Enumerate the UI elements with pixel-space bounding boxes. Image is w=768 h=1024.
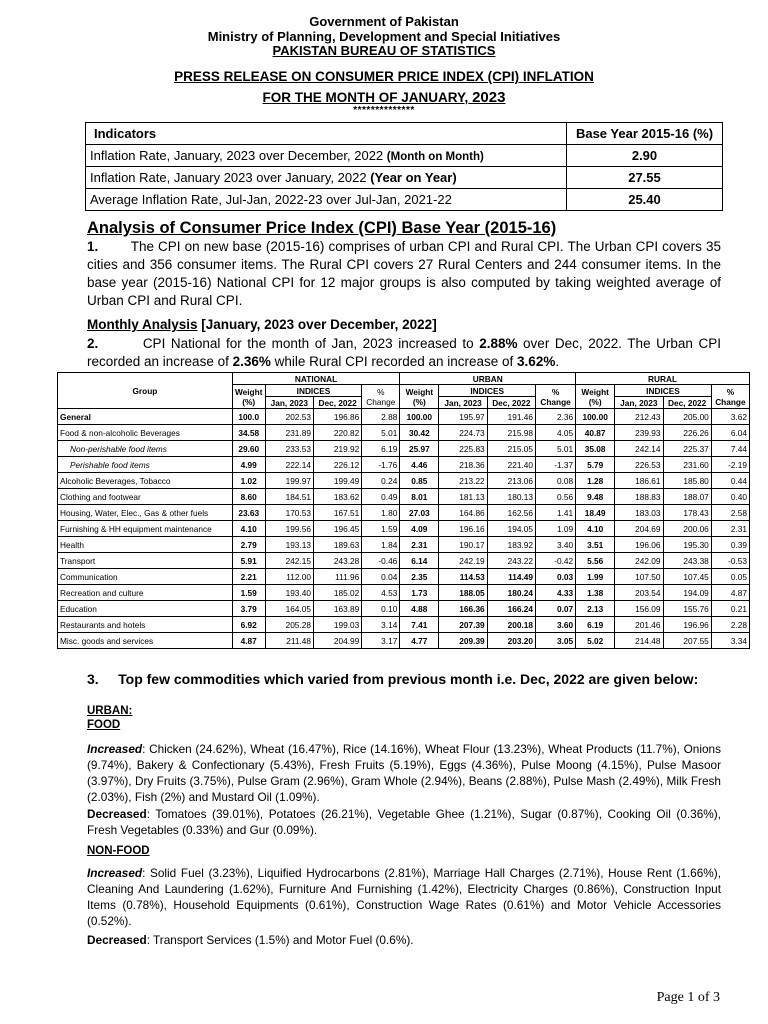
weight-cell: 6.14 <box>400 553 439 569</box>
value-cell: 199.49 <box>313 473 361 489</box>
nonfood-increased <box>87 865 721 929</box>
value-cell: 3.34 <box>711 633 749 649</box>
monthly-analysis-title <box>87 317 437 332</box>
nonfood-decreased <box>87 932 721 948</box>
indicator-label <box>86 145 567 167</box>
table-row <box>58 473 750 489</box>
indicator-label <box>86 189 567 211</box>
commodities-heading: 3. Top few commodities which varied from previous month i.e. Dec, 2022 are given below: <box>87 671 699 687</box>
indicator-suffix: (Month on Month) <box>386 151 484 163</box>
weight-cell: 4.77 <box>400 633 439 649</box>
value-cell: 178.43 <box>663 505 711 521</box>
value-cell: 203.20 <box>487 633 535 649</box>
weight-cell: 2.79 <box>232 537 265 553</box>
value-cell: 1.80 <box>362 505 400 521</box>
value-cell: 193.13 <box>265 537 313 553</box>
urban-indices-header: INDICES <box>439 385 536 397</box>
value-cell: 195.30 <box>663 537 711 553</box>
nonfood-increased-text: : Solid Fuel (3.23%), Liquified Hydrocarbons (2.81%), Marriage Hall Charges (2.71%), House Rent (1.66%), Cleaning And Laundering (1.62%), Furniture And Furnishing (1.42%), Electricity Charges (0.86%), Construction Input Items (0.78%), Household Equipments (0.61%), Construction Wage Rates (0.61%) and Motor Vehicle Accessories (0.52%). <box>87 866 721 928</box>
weight-cell: 2.21 <box>232 569 265 585</box>
value-cell: 107.45 <box>663 569 711 585</box>
weight-cell: 4.46 <box>400 457 439 473</box>
value-cell: 2.88 <box>362 409 400 425</box>
group-cell: Alcoholic Beverages, Tobacco <box>58 473 233 489</box>
value-cell: 220.82 <box>313 425 361 441</box>
value-cell: 205.00 <box>663 409 711 425</box>
value-cell: 0.08 <box>536 473 576 489</box>
value-cell: 3.62 <box>711 409 749 425</box>
group-cell: Health <box>58 537 233 553</box>
indicators-head-label: Indicators <box>86 123 567 145</box>
month-year: 2023 <box>472 89 506 106</box>
value-cell: 188.05 <box>439 585 487 601</box>
table-row <box>58 537 750 553</box>
value-cell: 3.05 <box>536 633 576 649</box>
indicators-head-value: Base Year 2015-16 (%) <box>567 123 723 145</box>
p1-text: The CPI on new base (2015-16) comprises of urban CPI and Rural CPI. The Urban CPI covers 35 cities and 356 consumer items. The Rural CPI covers 27 Rural Centers and 244 consumer items. In the base year (2015-16) National CPI for 12 major groups is also computed by taking weighted average of Urban CPI and Rural CPI. <box>87 239 721 308</box>
p2-national-value: 2.88% <box>479 336 518 351</box>
p2-rural-value: 3.62% <box>517 354 556 369</box>
value-cell: 111.96 <box>313 569 361 585</box>
value-cell: 114.49 <box>487 569 535 585</box>
cpi-table <box>57 372 750 649</box>
value-cell: 112.00 <box>265 569 313 585</box>
value-cell: 242.14 <box>615 441 663 457</box>
header-government: Government of Pakistan <box>309 14 459 29</box>
value-cell: 200.18 <box>487 617 535 633</box>
group-cell: Clothing and footwear <box>58 489 233 505</box>
weight-cell: 9.48 <box>576 489 615 505</box>
value-cell: 243.28 <box>313 553 361 569</box>
value-cell: 156.09 <box>615 601 663 617</box>
value-cell: -0.42 <box>536 553 576 569</box>
value-cell: 196.96 <box>663 617 711 633</box>
table-row <box>58 617 750 633</box>
value-cell: 166.24 <box>487 601 535 617</box>
value-cell: 3.14 <box>362 617 400 633</box>
value-cell: 2.28 <box>711 617 749 633</box>
value-cell: 181.13 <box>439 489 487 505</box>
weight-cell: 1.38 <box>576 585 615 601</box>
urban-header: URBAN <box>400 373 576 385</box>
value-cell: 114.53 <box>439 569 487 585</box>
value-cell: 183.62 <box>313 489 361 505</box>
rural-indices-header: INDICES <box>615 385 712 397</box>
value-cell: 207.39 <box>439 617 487 633</box>
national-header: NATIONAL <box>232 373 400 385</box>
value-cell: 2.58 <box>711 505 749 521</box>
weight-cell: 35.08 <box>576 441 615 457</box>
value-cell: 226.26 <box>663 425 711 441</box>
value-cell: 183.03 <box>615 505 663 521</box>
value-cell: 0.44 <box>711 473 749 489</box>
nonfood-increased-label: Increased <box>87 866 143 880</box>
analysis-title: Analysis of Consumer Price Index (CPI) Base Year (2015-16) <box>87 219 557 237</box>
weight-cell: 4.87 <box>232 633 265 649</box>
table-row <box>58 425 750 441</box>
nonfood-decreased-text: : Transport Services (1.5%) and Motor Fuel (0.6%). <box>146 933 414 947</box>
table-row <box>58 553 750 569</box>
group-cell: Non-perishable food items <box>58 441 233 457</box>
value-cell: 164.05 <box>265 601 313 617</box>
value-cell: 231.89 <box>265 425 313 441</box>
value-cell: 1.84 <box>362 537 400 553</box>
group-cell: Food & non-alcoholic Beverages <box>58 425 233 441</box>
value-cell: 0.04 <box>362 569 400 585</box>
value-cell: 233.53 <box>265 441 313 457</box>
value-cell: 0.21 <box>711 601 749 617</box>
weight-cell: 5.02 <box>576 633 615 649</box>
urban-dec-header: Dec, 2022 <box>487 397 535 409</box>
value-cell: 242.19 <box>439 553 487 569</box>
value-cell: 214.48 <box>615 633 663 649</box>
indicator-label-text: Average Inflation Rate, Jul-Jan, 2022-23 over Jul-Jan, 2021-22 <box>90 192 452 207</box>
value-cell: 196.16 <box>439 521 487 537</box>
weight-cell: 0.85 <box>400 473 439 489</box>
value-cell: 202.53 <box>265 409 313 425</box>
value-cell: 0.10 <box>362 601 400 617</box>
press-release-month <box>0 89 768 106</box>
value-cell: 194.05 <box>487 521 535 537</box>
value-cell: 225.83 <box>439 441 487 457</box>
value-cell: 205.28 <box>265 617 313 633</box>
group-cell: Housing, Water, Elec., Gas & other fuels <box>58 505 233 521</box>
indicator-value: 2.90 <box>567 145 723 167</box>
header-ministry: Ministry of Planning, Development and Special Initiatives <box>207 29 561 44</box>
p2-c: over Dec, 2022. The Urban CPI recorded an increase of <box>87 336 721 369</box>
weight-cell: 30.42 <box>400 425 439 441</box>
value-cell: 196.45 <box>313 521 361 537</box>
monthly-period: [January, 2023 over December, 2022] <box>201 317 437 332</box>
value-cell: 184.51 <box>265 489 313 505</box>
value-cell: 183.92 <box>487 537 535 553</box>
table-row <box>58 633 750 649</box>
weight-cell: 100.00 <box>576 409 615 425</box>
value-cell: 239.93 <box>615 425 663 441</box>
value-cell: 213.06 <box>487 473 535 489</box>
value-cell: -1.76 <box>362 457 400 473</box>
weight-cell: 1.59 <box>232 585 265 601</box>
food-increased <box>87 741 721 805</box>
value-cell: 200.06 <box>663 521 711 537</box>
cpi-table-body <box>58 409 750 649</box>
value-cell: 203.54 <box>615 585 663 601</box>
food-decreased <box>87 806 721 838</box>
value-cell: 221.40 <box>487 457 535 473</box>
weight-cell: 4.09 <box>400 521 439 537</box>
value-cell: 107.50 <box>615 569 663 585</box>
monthly-title: Monthly Analysis <box>87 317 198 332</box>
weight-cell: 4.99 <box>232 457 265 473</box>
food-decreased-label: Decreased <box>87 807 147 821</box>
group-cell: Perishable food items <box>58 457 233 473</box>
value-cell: 190.17 <box>439 537 487 553</box>
value-cell: 0.39 <box>711 537 749 553</box>
national-dec-header: Dec, 2022 <box>313 397 361 409</box>
value-cell: 3.60 <box>536 617 576 633</box>
value-cell: 4.87 <box>711 585 749 601</box>
value-cell: 167.51 <box>313 505 361 521</box>
value-cell: 4.05 <box>536 425 576 441</box>
value-cell: 196.86 <box>313 409 361 425</box>
table-row <box>58 505 750 521</box>
cpi-header-row-1 <box>58 373 750 385</box>
value-cell: 163.89 <box>313 601 361 617</box>
indicator-row <box>86 167 723 189</box>
weight-cell: 6.92 <box>232 617 265 633</box>
food-label: FOOD <box>87 719 121 731</box>
value-cell: 226.12 <box>313 457 361 473</box>
indicator-value: 27.55 <box>567 167 723 189</box>
weight-cell: 18.49 <box>576 505 615 521</box>
value-cell: 0.24 <box>362 473 400 489</box>
value-cell: 5.01 <box>536 441 576 457</box>
weight-cell: 34.58 <box>232 425 265 441</box>
rural-jan-header: Jan, 2023 <box>615 397 663 409</box>
paragraph-1 <box>87 238 721 310</box>
national-change-header: % Change <box>362 385 400 409</box>
indicator-label <box>86 167 567 189</box>
urban-change-header: % Change <box>536 385 576 409</box>
indicator-value: 25.40 <box>567 189 723 211</box>
value-cell: 215.98 <box>487 425 535 441</box>
table-row <box>58 585 750 601</box>
weight-cell: 7.41 <box>400 617 439 633</box>
value-cell: 207.55 <box>663 633 711 649</box>
weight-cell: 5.79 <box>576 457 615 473</box>
value-cell: 0.56 <box>536 489 576 505</box>
value-cell: 196.06 <box>615 537 663 553</box>
value-cell: 155.76 <box>663 601 711 617</box>
value-cell: 188.83 <box>615 489 663 505</box>
national-jan-header: Jan, 2023 <box>265 397 313 409</box>
value-cell: 1.41 <box>536 505 576 521</box>
value-cell: 2.31 <box>711 521 749 537</box>
group-cell: Communication <box>58 569 233 585</box>
value-cell: 0.40 <box>711 489 749 505</box>
group-cell: Furnishing & HH equipment maintenance <box>58 521 233 537</box>
weight-cell: 3.79 <box>232 601 265 617</box>
group-cell: Education <box>58 601 233 617</box>
weight-cell: 6.19 <box>576 617 615 633</box>
p2-urban-value: 2.36% <box>232 354 271 369</box>
urban-weight-header: Weight (%) <box>400 385 439 409</box>
value-cell: 4.53 <box>362 585 400 601</box>
weight-cell: 5.56 <box>576 553 615 569</box>
indicators-table <box>85 122 723 211</box>
weight-cell: 25.97 <box>400 441 439 457</box>
group-cell: Transport <box>58 553 233 569</box>
value-cell: 3.17 <box>362 633 400 649</box>
urban-label: URBAN: <box>87 705 133 717</box>
value-cell: 195.97 <box>439 409 487 425</box>
weight-cell: 1.73 <box>400 585 439 601</box>
indicator-suffix: (Year on Year) <box>370 170 457 185</box>
value-cell: 226.53 <box>615 457 663 473</box>
value-cell: 204.99 <box>313 633 361 649</box>
value-cell: 199.97 <box>265 473 313 489</box>
table-row <box>58 441 750 457</box>
value-cell: 222.14 <box>265 457 313 473</box>
value-cell: 164.86 <box>439 505 487 521</box>
header-bureau: PAKISTAN BUREAU OF STATISTICS <box>272 43 496 58</box>
table-row <box>58 521 750 537</box>
weight-cell: 2.13 <box>576 601 615 617</box>
value-cell: 186.61 <box>615 473 663 489</box>
indicator-row <box>86 145 723 167</box>
value-cell: 0.05 <box>711 569 749 585</box>
value-cell: 180.24 <box>487 585 535 601</box>
month-text: FOR THE MONTH OF JANUARY, <box>262 90 469 105</box>
group-cell: Misc. goods and services <box>58 633 233 649</box>
value-cell: 170.53 <box>265 505 313 521</box>
p2-e: while Rural CPI recorded an increase of <box>274 354 514 369</box>
table-row <box>58 489 750 505</box>
value-cell: -2.19 <box>711 457 749 473</box>
value-cell: 243.22 <box>487 553 535 569</box>
weight-cell: 5.91 <box>232 553 265 569</box>
group-cell: Restaurants and hotels <box>58 617 233 633</box>
food-increased-label: Increased <box>87 742 143 756</box>
value-cell: 209.39 <box>439 633 487 649</box>
press-release-title: PRESS RELEASE ON CONSUMER PRICE INDEX (CPI) INFLATION <box>174 69 594 84</box>
weight-cell: 40.87 <box>576 425 615 441</box>
weight-cell: 4.10 <box>232 521 265 537</box>
rural-change-header: % Change <box>711 385 749 409</box>
indicators-header-row <box>86 123 723 145</box>
stars-divider: ************** <box>353 105 415 116</box>
nonfood-label: NON-FOOD <box>87 845 150 857</box>
value-cell: 4.33 <box>536 585 576 601</box>
value-cell: 213.22 <box>439 473 487 489</box>
weight-cell: 1.28 <box>576 473 615 489</box>
indicator-label-text: Inflation Rate, January, 2023 over December, 2022 <box>90 148 384 163</box>
food-decreased-text: : Tomatoes (39.01%), Potatoes (26.21%), Vegetable Ghee (1.21%), Sugar (0.87%), Cooking Oil (0.36%), Fresh Vegetables (0.33%) and Gur (0.09%). <box>87 807 721 837</box>
weight-cell: 1.99 <box>576 569 615 585</box>
value-cell: 180.13 <box>487 489 535 505</box>
group-cell: Recreation and culture <box>58 585 233 601</box>
weight-cell: 3.51 <box>576 537 615 553</box>
value-cell: 224.73 <box>439 425 487 441</box>
p2-g: . <box>555 354 560 369</box>
value-cell: 201.46 <box>615 617 663 633</box>
value-cell: 191.46 <box>487 409 535 425</box>
page-number: Page 1 of 3 <box>656 990 720 1005</box>
value-cell: 243.38 <box>663 553 711 569</box>
value-cell: 0.49 <box>362 489 400 505</box>
value-cell: 193.40 <box>265 585 313 601</box>
value-cell: 242.15 <box>265 553 313 569</box>
value-cell: 185.02 <box>313 585 361 601</box>
weight-cell: 27.03 <box>400 505 439 521</box>
weight-cell: 8.60 <box>232 489 265 505</box>
value-cell: 219.92 <box>313 441 361 457</box>
weight-cell: 2.35 <box>400 569 439 585</box>
value-cell: 185.80 <box>663 473 711 489</box>
value-cell: 3.40 <box>536 537 576 553</box>
weight-cell: 23.63 <box>232 505 265 521</box>
rural-weight-header: Weight (%) <box>576 385 615 409</box>
value-cell: 225.37 <box>663 441 711 457</box>
value-cell: 199.56 <box>265 521 313 537</box>
national-weight-header: Weight (%) <box>232 385 265 409</box>
weight-cell: 4.88 <box>400 601 439 617</box>
value-cell: -0.46 <box>362 553 400 569</box>
value-cell: 1.09 <box>536 521 576 537</box>
rural-header: RURAL <box>576 373 750 385</box>
value-cell: 204.69 <box>615 521 663 537</box>
value-cell: 1.59 <box>362 521 400 537</box>
value-cell: 0.03 <box>536 569 576 585</box>
table-row <box>58 409 750 425</box>
weight-cell: 2.31 <box>400 537 439 553</box>
value-cell: 215.05 <box>487 441 535 457</box>
value-cell: -1.37 <box>536 457 576 473</box>
value-cell: 199.03 <box>313 617 361 633</box>
weight-cell: 4.10 <box>576 521 615 537</box>
rural-dec-header: Dec, 2022 <box>663 397 711 409</box>
value-cell: 2.36 <box>536 409 576 425</box>
weight-cell: 1.02 <box>232 473 265 489</box>
table-row <box>58 569 750 585</box>
national-indices-header: INDICES <box>265 385 362 397</box>
value-cell: -0.53 <box>711 553 749 569</box>
weight-cell: 29.60 <box>232 441 265 457</box>
indicator-label-text: Inflation Rate, January 2023 over January, 2022 <box>90 170 367 185</box>
value-cell: 231.60 <box>663 457 711 473</box>
value-cell: 211.48 <box>265 633 313 649</box>
group-header: Group <box>58 373 233 409</box>
paragraph-2 <box>87 335 721 371</box>
group-cell: General <box>58 409 233 425</box>
value-cell: 218.36 <box>439 457 487 473</box>
indicator-row <box>86 189 723 211</box>
value-cell: 6.04 <box>711 425 749 441</box>
table-row <box>58 601 750 617</box>
value-cell: 242.09 <box>615 553 663 569</box>
value-cell: 166.36 <box>439 601 487 617</box>
p2-a: CPI National for the month of Jan, 2023 increased to <box>142 336 474 351</box>
food-increased-text: : Chicken (24.62%), Wheat (16.47%), Rice (14.16%), Wheat Flour (13.23%), Wheat Products (11.7%), Onions (9.74%), Bakery & Confectionary (5.43%), Fresh Fruits (5.19%), Eggs (4.36%), Pulse Moong (4.15%), Pulse Masoor (3.97%), Dry Fruits (3.75%), Pulse Gram (2.96%), Gram Whole (2.94%), Beans (2.88%), Pulse Mash (2.49%), Milk Fresh (2.03%), Fish (2%) and Mustard Oil (1.09%). <box>87 742 721 804</box>
value-cell: 189.63 <box>313 537 361 553</box>
value-cell: 212.43 <box>615 409 663 425</box>
value-cell: 194.09 <box>663 585 711 601</box>
urban-jan-header: Jan, 2023 <box>439 397 487 409</box>
weight-cell: 100.00 <box>400 409 439 425</box>
value-cell: 5.01 <box>362 425 400 441</box>
nonfood-decreased-label: Decreased <box>87 933 147 947</box>
table-row <box>58 457 750 473</box>
weight-cell: 100.0 <box>232 409 265 425</box>
weight-cell: 8.01 <box>400 489 439 505</box>
p2-number: 2. <box>87 336 99 351</box>
value-cell: 7.44 <box>711 441 749 457</box>
value-cell: 162.56 <box>487 505 535 521</box>
value-cell: 188.07 <box>663 489 711 505</box>
value-cell: 6.19 <box>362 441 400 457</box>
value-cell: 0.07 <box>536 601 576 617</box>
p1-number: 1. <box>87 239 99 254</box>
